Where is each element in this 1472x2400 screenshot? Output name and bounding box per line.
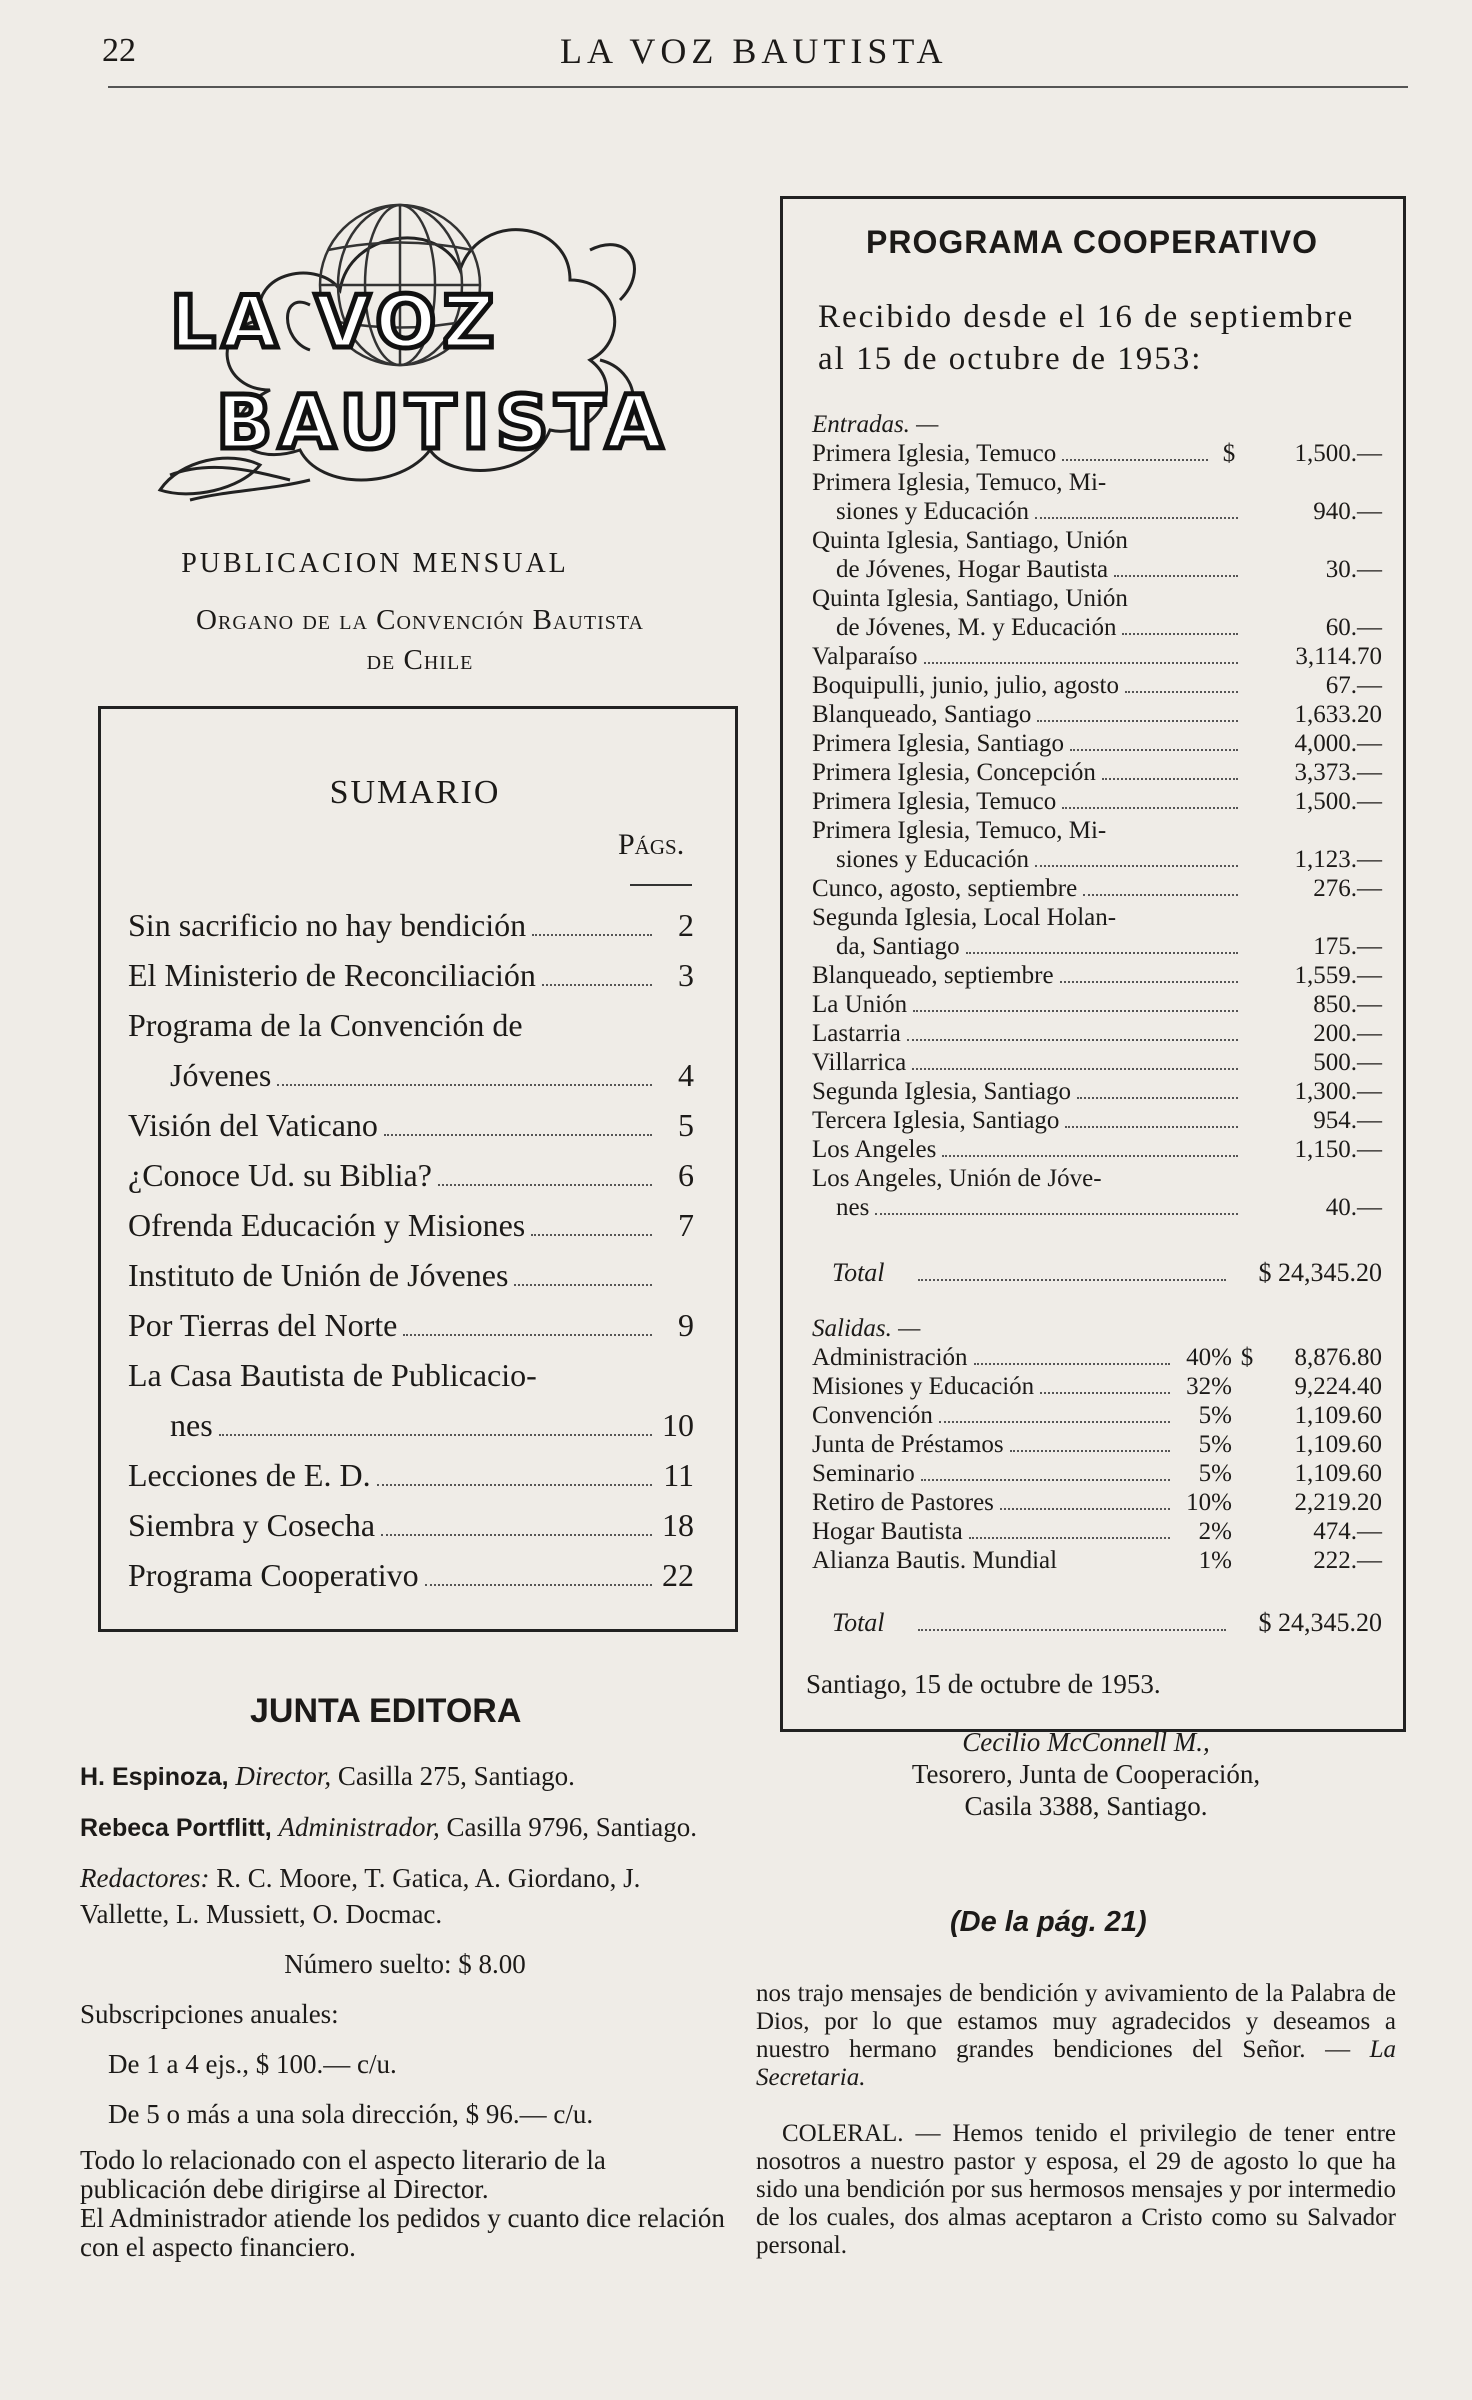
junta-editora-title: JUNTA EDITORA — [250, 1692, 522, 1730]
subscripcion-2: De 5 o más a una sola dirección, $ 96.— c/u. — [108, 2099, 594, 2129]
subscripcion-1: De 1 a 4 ejs., $ 100.— c/u. — [108, 2049, 397, 2079]
toc-item-continuation[interactable]: Jóvenes 4 — [170, 1057, 694, 1093]
ledger-row: Primera Iglesia, Temuco, Mi- — [812, 817, 1107, 844]
ledger-row: Quinta Iglesia, Santiago, Unión — [812, 527, 1128, 554]
toc-item[interactable]: Lecciones de E. D. 11 — [128, 1457, 694, 1493]
continuation-paragraph-1: nos trajo mensajes de bendición y avivamiento de la Palabra de Dios, por lo que estamos muy agradecidos y deseamos a nuestro hermano grandes bendiciones del Señor. — La Secretaria. — [756, 1980, 1397, 2091]
pages-rule — [630, 884, 692, 886]
ledger-row: Alianza Bautis. Mundial 1% 222.— — [812, 1547, 1382, 1574]
fecha: Santiago, 15 de octubre de 1953. — [806, 1669, 1161, 1699]
logo-text-bautista: BAUTISTA — [216, 380, 669, 466]
logo-text-la-voz: LA VOZ — [170, 280, 501, 364]
note-administrador: El Administrador atiende los pedidos y cuanto dice relación con el aspecto financiero. — [80, 2203, 725, 2262]
ledger-row: Retiro de Pastores 10% 2,219.20 — [812, 1489, 1382, 1516]
page-number: 22 — [102, 32, 136, 69]
total-entradas: Total $ 24,345.20 — [832, 1258, 1382, 1287]
continuation-heading: (De la pág. 21) — [950, 1906, 1147, 1938]
ledger-row: Hogar Bautista 2% 474.— — [812, 1518, 1382, 1545]
ledger-row: Primera Iglesia, Santiago 4,000.— — [812, 730, 1382, 757]
ledger-row: Blanqueado, Santiago 1,633.20 — [812, 701, 1382, 728]
admin-entry: Rebeca Portflitt, Administrador, Casilla 9796, Santiago. — [80, 1812, 697, 1842]
ledger-row: Misiones y Educación 32% 9,224.40 — [812, 1373, 1382, 1400]
publication-subtitle: PUBLICACION MENSUAL — [181, 548, 569, 579]
organ-line — [110, 600, 730, 680]
ledger-row: Villarrica 500.— — [812, 1049, 1382, 1076]
ledger-row: Segunda Iglesia, Local Holan- — [812, 904, 1117, 931]
ledger-row: Junta de Préstamos 5% 1,109.60 — [812, 1431, 1382, 1458]
entradas-ledger — [812, 410, 1382, 1222]
ledger-row: Segunda Iglesia, Santiago 1,300.— — [812, 1078, 1382, 1105]
entradas-label: Entradas. — — [812, 411, 939, 438]
ledger-row-cont: siones y Educación 940.— — [836, 498, 1382, 525]
ledger-row: Cunco, agosto, septiembre 276.— — [812, 875, 1382, 902]
organ-line-1: Organo de la Convención Bautista — [196, 604, 644, 636]
ledger-row: Administración 40% $ 8,876.80 — [812, 1344, 1382, 1371]
header-rule — [108, 86, 1408, 88]
table-of-contents — [128, 900, 694, 1600]
organ-line-2: de Chile — [366, 644, 474, 676]
toc-item[interactable]: Siembra y Cosecha 18 — [128, 1507, 694, 1543]
salidas-ledger — [812, 1314, 1382, 1575]
ledger-row-cont: siones y Educación 1,123.— — [836, 846, 1382, 873]
continuation-paragraph-2: COLERAL. — Hemos tenido el privilegio de tener entre nosotros a nuestro pastor y esposa, el 29 de agosto lo que ha sido una bendición por sus hermosos mensajes y por intermedio de los cuales, dos almas aceptaron a Cristo como su Salvador personal. — [756, 2120, 1396, 2259]
firma-nombre: Cecilio McConnell M., — [962, 1727, 1210, 1757]
ledger-row: Boquipulli, junio, julio, agosto 67.— — [812, 672, 1382, 699]
ledger-row-cont: da, Santiago 175.— — [836, 933, 1382, 960]
toc-item[interactable]: Visión del Vaticano 5 — [128, 1107, 694, 1143]
recibido-text: Recibido desde el 16 de septiembre al 15 de octubre de 1953: — [818, 299, 1355, 377]
sumario-title: SUMARIO — [329, 774, 501, 811]
ledger-row: Valparaíso 3,114.70 — [812, 643, 1382, 670]
ledger-row-cont: de Jóvenes, Hogar Bautista 30.— — [836, 556, 1382, 583]
toc-item[interactable]: Programa Cooperativo 22 — [128, 1557, 694, 1593]
toc-item-continuation[interactable]: nes 10 — [170, 1407, 694, 1443]
ledger-row: Convención 5% 1,109.60 — [812, 1402, 1382, 1429]
toc-item[interactable]: Sin sacrificio no hay bendición 2 — [128, 907, 694, 943]
firma-cargo: Tesorero, Junta de Cooperación, — [911, 1759, 1261, 1789]
ledger-row: Primera Iglesia, Temuco, Mi- — [812, 469, 1107, 496]
firma-casilla: Casila 3388, Santiago. — [964, 1791, 1208, 1821]
toc-item[interactable]: El Ministerio de Reconciliación 3 — [128, 957, 694, 993]
running-title: LA VOZ BAUTISTA — [560, 31, 948, 71]
note-literario: Todo lo relacionado con el aspecto literario de la publicación debe dirigirse al Director. — [80, 2145, 606, 2204]
firma — [806, 1726, 1366, 1822]
ledger-row: Primera Iglesia, Temuco 1,500.— — [812, 788, 1382, 815]
toc-item[interactable]: La Casa Bautista de Publicacio- — [128, 1357, 537, 1393]
ledger-row: La Unión 850.— — [812, 991, 1382, 1018]
redactores-entry: Redactores: R. C. Moore, T. Gatica, A. Giordano, J. Vallette, L. Mussiett, O. Docmac. — [80, 1863, 641, 1929]
ledger-row-cont: de Jóvenes, M. y Educación 60.— — [836, 614, 1382, 641]
programa-title: PROGRAMA COOPERATIVO — [865, 224, 1318, 260]
ledger-row: Los Angeles 1,150.— — [812, 1136, 1382, 1163]
masthead-logo — [150, 190, 669, 510]
junta-editora — [80, 1758, 730, 2262]
ledger-row: Quinta Iglesia, Santiago, Unión — [812, 585, 1128, 612]
ledger-row: Primera Iglesia, Concepción 3,373.— — [812, 759, 1382, 786]
pages-label: Págs. — [618, 828, 685, 861]
ledger-row: Tercera Iglesia, Santiago 954.— — [812, 1107, 1382, 1134]
toc-item[interactable]: Instituto de Unión de Jóvenes — [128, 1250, 694, 1300]
total-salidas: Total $ 24,345.20 — [832, 1608, 1382, 1637]
numero-suelto: Número suelto: $ 8.00 — [284, 1949, 526, 1979]
salidas-label: Salidas. — — [812, 1315, 921, 1342]
ledger-row: Blanqueado, septiembre 1,559.— — [812, 962, 1382, 989]
director-entry: H. Espinoza, Director, Casilla 275, Santiago. — [80, 1761, 575, 1791]
ledger-row-cont: nes 40.— — [836, 1194, 1382, 1221]
toc-item[interactable]: ¿Conoce Ud. su Biblia? 6 — [128, 1157, 694, 1193]
toc-item[interactable]: Programa de la Convención de — [128, 1007, 523, 1043]
ledger-row: Los Angeles, Unión de Jóve- — [812, 1165, 1102, 1192]
toc-item[interactable]: Por Tierras del Norte 9 — [128, 1307, 694, 1343]
subscripciones-label: Subscripciones anuales: — [80, 1999, 339, 2029]
ledger-row: Lastarria 200.— — [812, 1020, 1382, 1047]
ledger-row: Seminario 5% 1,109.60 — [812, 1460, 1382, 1487]
ledger-row: Primera Iglesia, Temuco $ 1,500.— — [812, 440, 1382, 467]
toc-item[interactable]: Ofrenda Educación y Misiones 7 — [128, 1207, 694, 1243]
